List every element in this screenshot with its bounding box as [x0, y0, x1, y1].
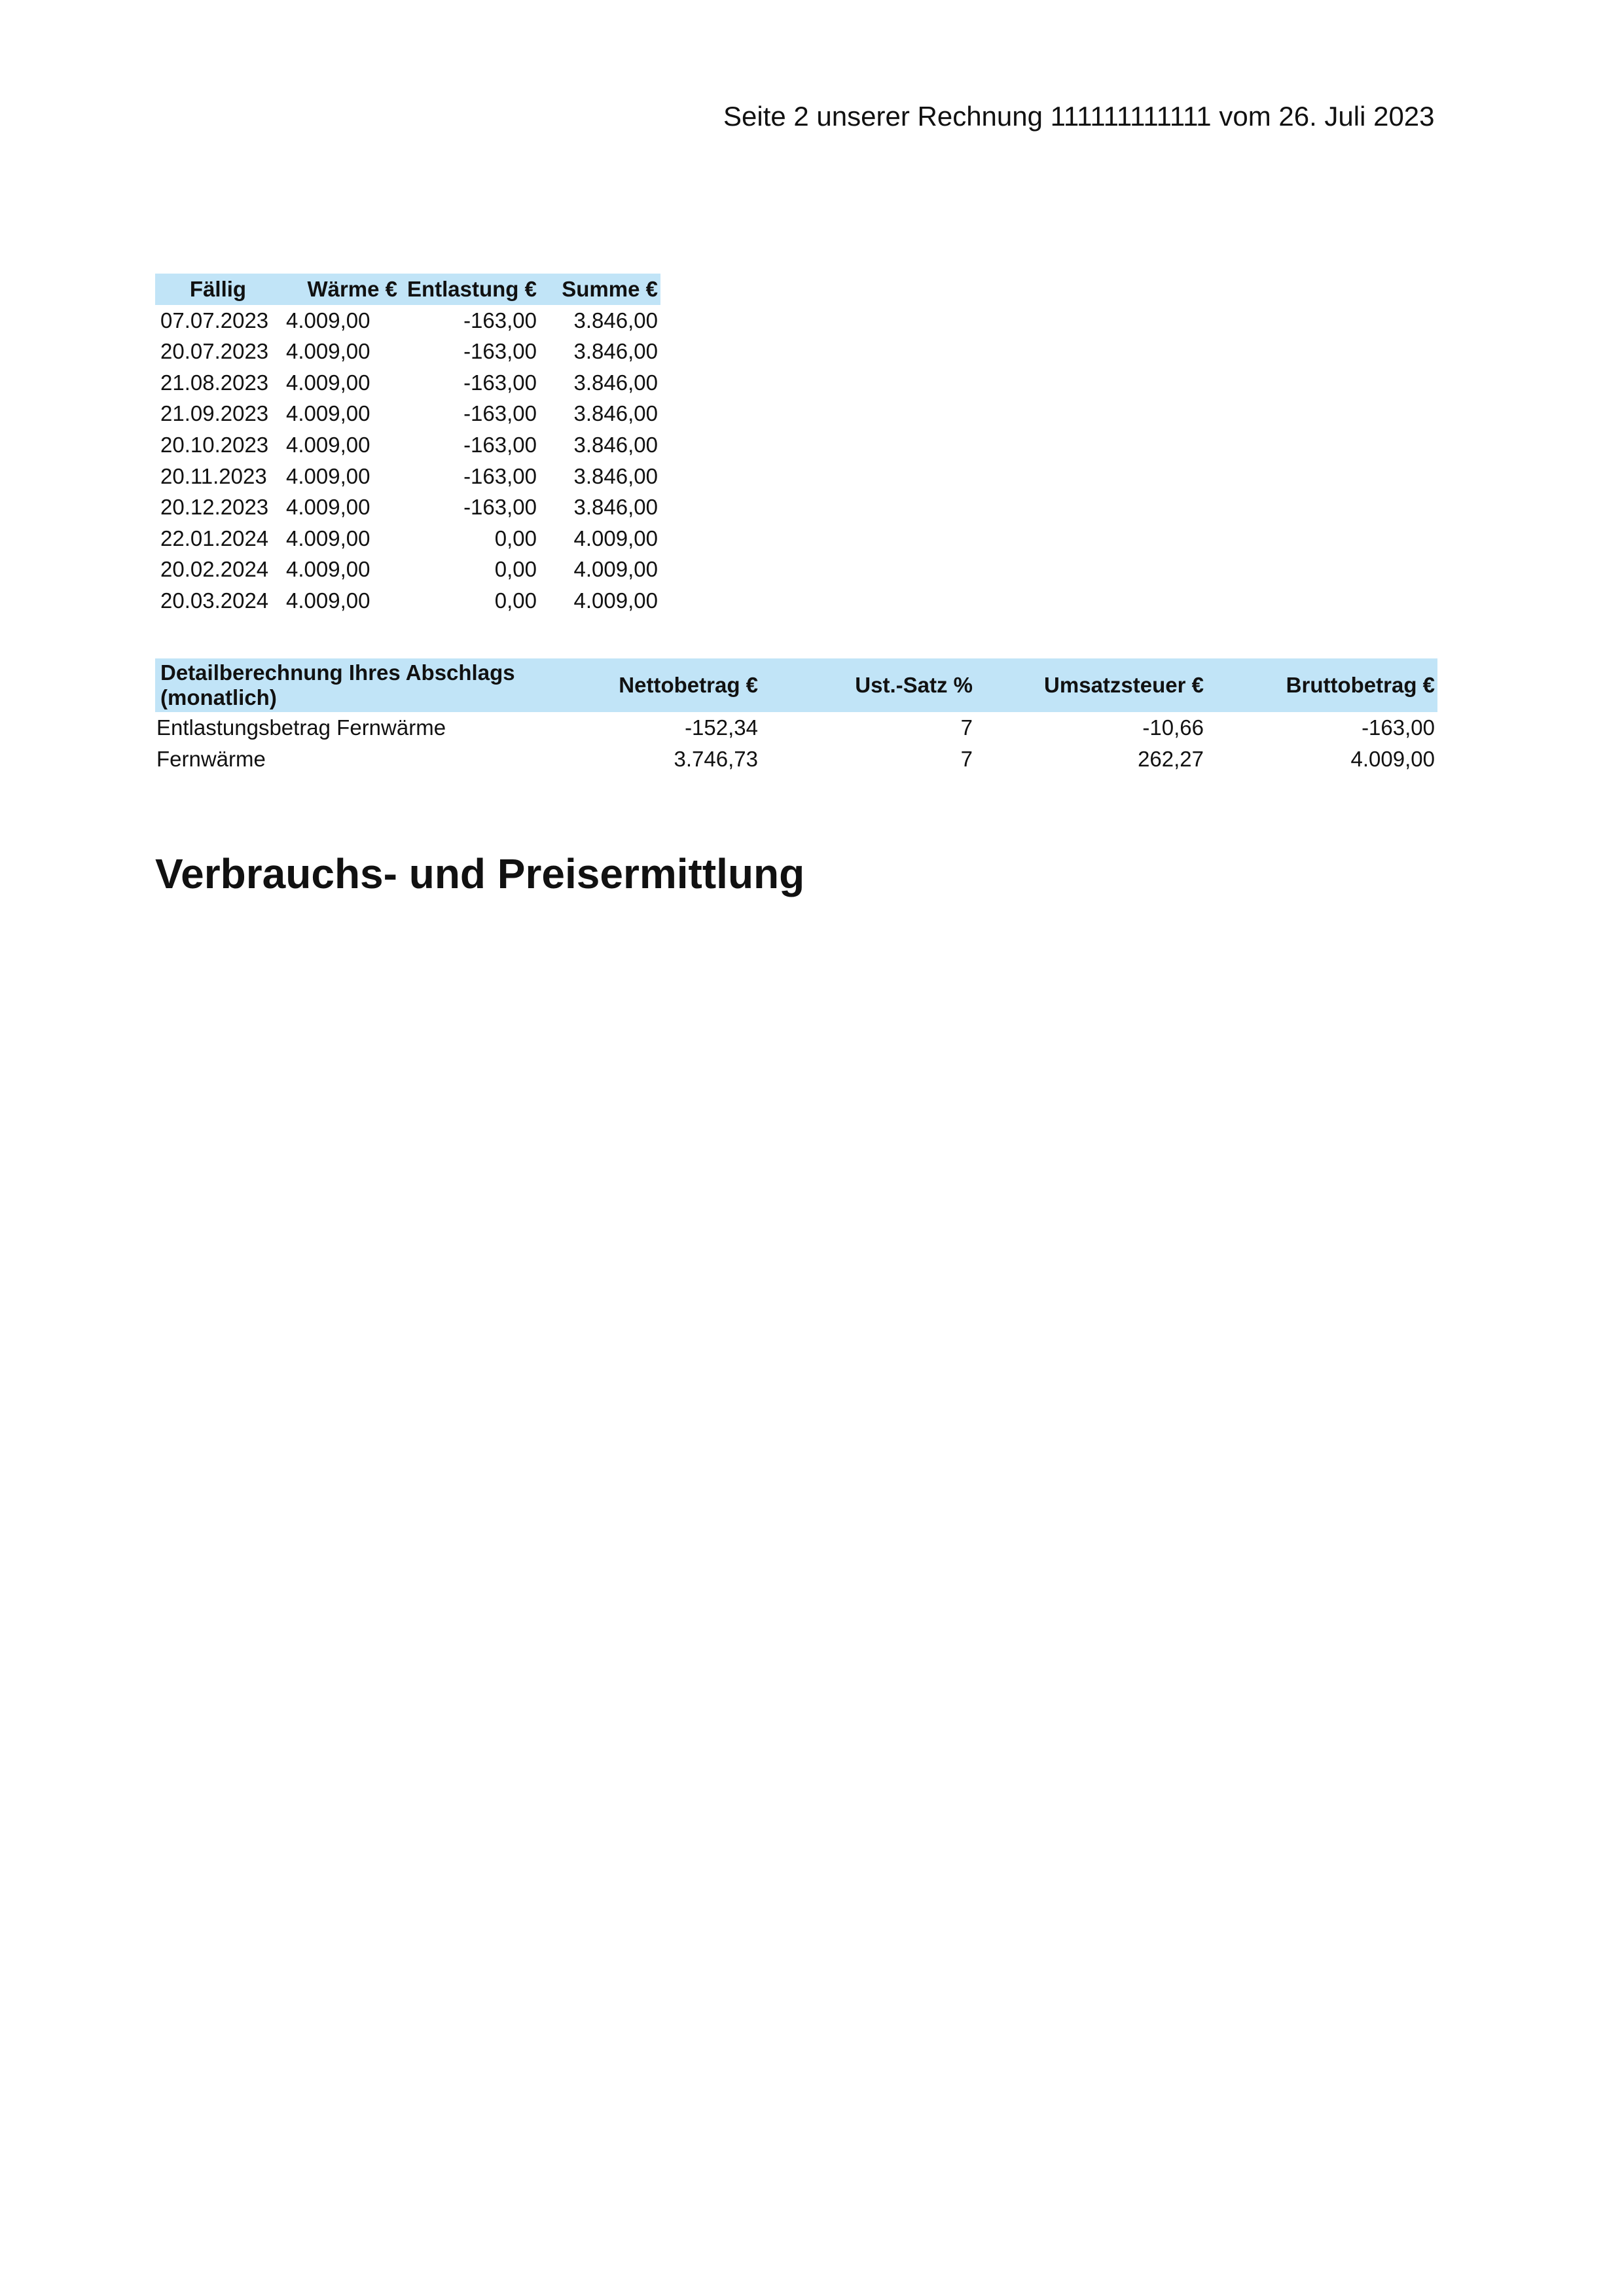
- table-row: [155, 585, 660, 617]
- column-header-vat-amount: Umsatzsteuer €: [975, 658, 1206, 712]
- due-date-cell: 20.11.2023: [160, 463, 267, 488]
- vat-amount-cell: 262,27: [1138, 746, 1204, 771]
- relief-cell: -163,00: [463, 370, 537, 395]
- table-row: [155, 554, 660, 585]
- relief-cell: -163,00: [463, 495, 537, 520]
- heat-cell: 4.009,00: [286, 401, 370, 426]
- page-header: Seite 2 unserer Rechnung 111111111111 vom 26. Juli 2023: [723, 101, 1435, 132]
- total-cell: 3.846,00: [573, 495, 658, 520]
- total-cell: 4.009,00: [573, 588, 658, 613]
- column-header-vat-rate: Ust.-Satz %: [761, 658, 975, 712]
- table-row: [155, 712, 1437, 744]
- table-row: [155, 398, 660, 429]
- heat-cell: 4.009,00: [286, 463, 370, 488]
- table-row: [155, 744, 1437, 775]
- heat-cell: 4.009,00: [286, 526, 370, 550]
- total-cell: 4.009,00: [573, 526, 658, 550]
- gross-amount-cell: -163,00: [1362, 715, 1435, 740]
- due-date-cell: 20.03.2024: [160, 588, 269, 613]
- relief-cell: 0,00: [494, 557, 537, 582]
- heat-cell: 4.009,00: [286, 432, 370, 457]
- detail-calculation-table: [155, 658, 1437, 774]
- heat-cell: 4.009,00: [286, 370, 370, 395]
- heat-cell: 4.009,00: [286, 557, 370, 582]
- column-header-due-date: Fällig: [155, 274, 278, 305]
- net-amount-cell: -152,34: [685, 715, 758, 740]
- due-date-cell: 20.07.2023: [160, 339, 269, 364]
- relief-cell: -163,00: [463, 308, 537, 332]
- relief-cell: -163,00: [463, 401, 537, 426]
- column-header-gross-amount: Bruttobetrag €: [1206, 658, 1437, 712]
- net-amount-cell: 3.746,73: [674, 746, 758, 771]
- vat-amount-cell: -10,66: [1142, 715, 1204, 740]
- due-date-cell: 20.12.2023: [160, 495, 269, 520]
- total-cell: 3.846,00: [573, 370, 658, 395]
- payment-schedule-table: [155, 274, 660, 617]
- section-title: Verbrauchs- und Preisermittlung: [155, 850, 805, 897]
- due-date-cell: 07.07.2023: [160, 308, 269, 332]
- relief-cell: -163,00: [463, 432, 537, 457]
- heat-cell: 4.009,00: [286, 495, 370, 520]
- heat-cell: 4.009,00: [286, 588, 370, 613]
- total-cell: 3.846,00: [573, 308, 658, 332]
- description-cell: Fernwärme: [156, 746, 266, 771]
- vat-rate-cell: 7: [960, 715, 973, 740]
- due-date-cell: 21.09.2023: [160, 401, 269, 426]
- relief-cell: -163,00: [463, 463, 537, 488]
- gross-amount-cell: 4.009,00: [1350, 746, 1435, 771]
- column-header-heat: Wärme €: [278, 274, 400, 305]
- heat-cell: 4.009,00: [286, 308, 370, 332]
- table-row: [155, 367, 660, 399]
- column-header-total: Summe €: [539, 274, 660, 305]
- table-row: [155, 305, 660, 336]
- total-cell: 3.846,00: [573, 463, 658, 488]
- due-date-cell: 20.02.2024: [160, 557, 269, 582]
- table-header-row: [155, 274, 660, 305]
- relief-cell: 0,00: [494, 588, 537, 613]
- relief-cell: 0,00: [494, 526, 537, 550]
- total-cell: 4.009,00: [573, 557, 658, 582]
- column-header-net-amount: Nettobetrag €: [533, 658, 761, 712]
- description-cell: Entlastungsbetrag Fernwärme: [156, 715, 446, 740]
- table-header-row: [155, 658, 1437, 712]
- table-row: [155, 492, 660, 523]
- due-date-cell: 20.10.2023: [160, 432, 269, 457]
- relief-cell: -163,00: [463, 339, 537, 364]
- total-cell: 3.846,00: [573, 432, 658, 457]
- total-cell: 3.846,00: [573, 339, 658, 364]
- table-row: [155, 523, 660, 554]
- column-header-description: Detailberechnung Ihres Abschlags (monatlich): [155, 658, 533, 712]
- table-row: [155, 336, 660, 367]
- due-date-cell: 21.08.2023: [160, 370, 269, 395]
- vat-rate-cell: 7: [960, 746, 973, 771]
- table-row: [155, 429, 660, 461]
- heat-cell: 4.009,00: [286, 339, 370, 364]
- column-header-relief: Entlastung €: [400, 274, 539, 305]
- due-date-cell: 22.01.2024: [160, 526, 269, 550]
- total-cell: 3.846,00: [573, 401, 658, 426]
- table-row: [155, 461, 660, 492]
